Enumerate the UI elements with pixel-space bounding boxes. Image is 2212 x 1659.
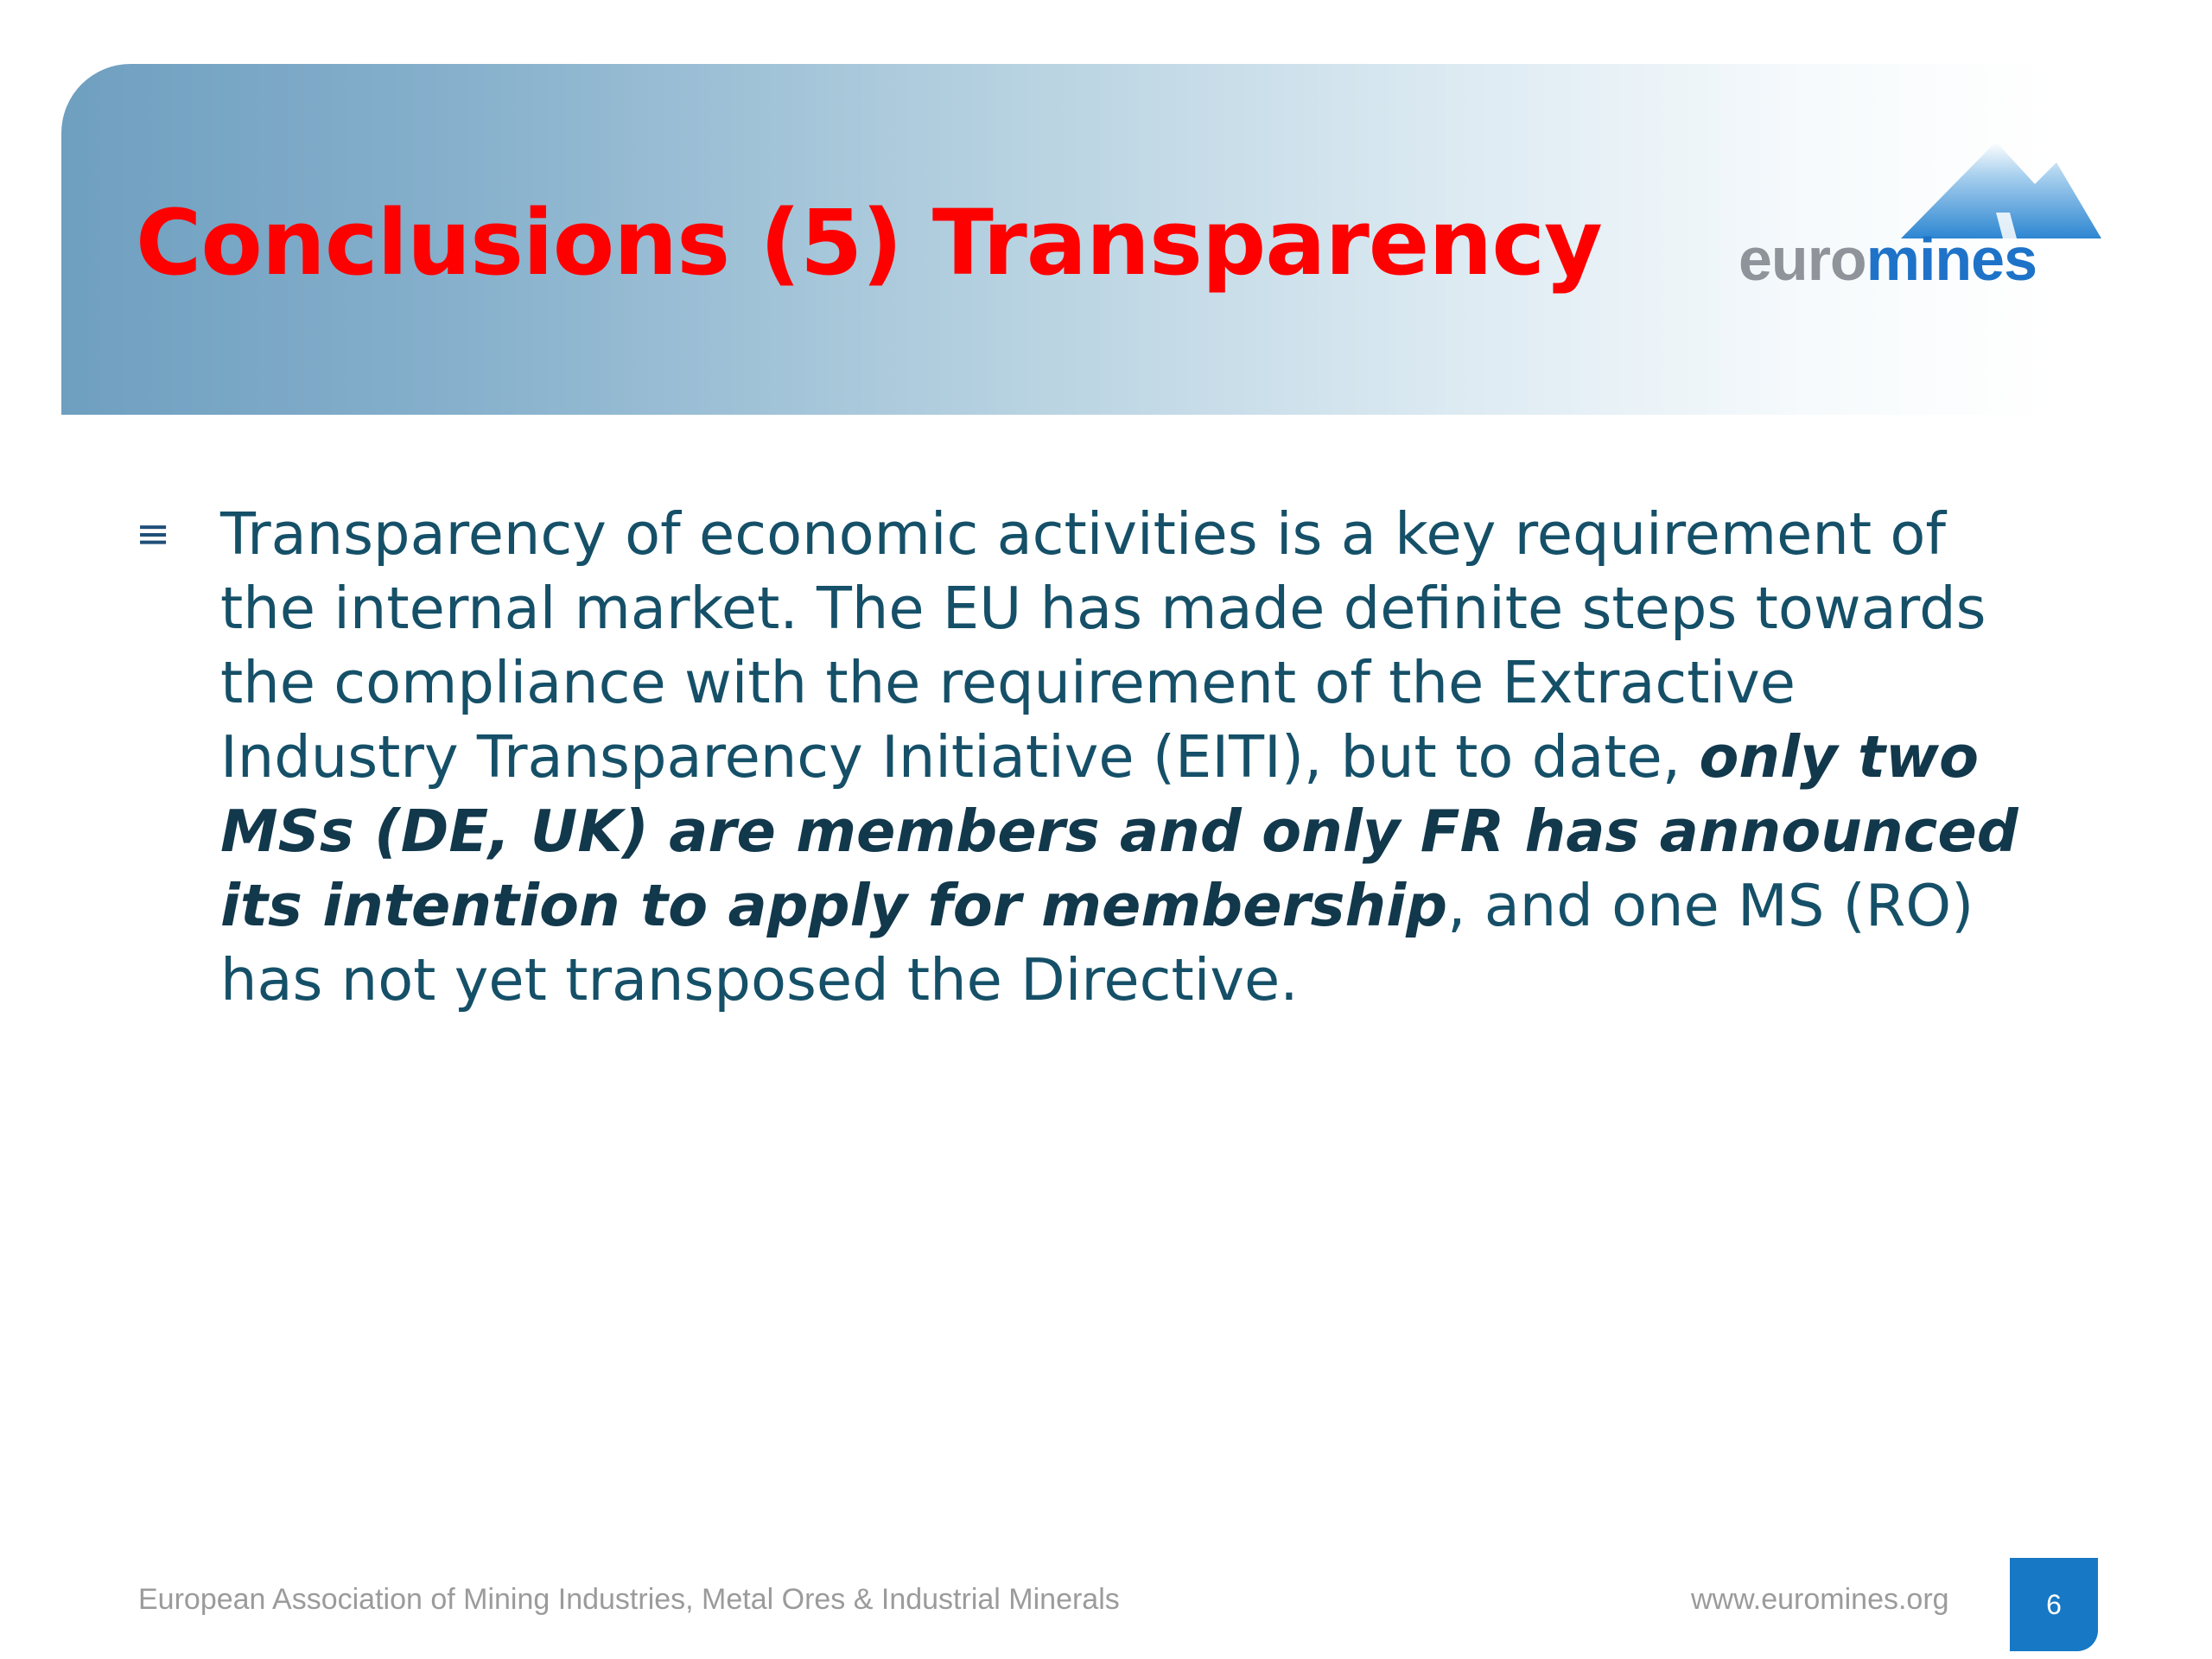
footer-website: www.euromines.org	[1691, 1583, 1949, 1616]
euromines-logo	[1728, 137, 2108, 301]
list-bullet-icon: ≡	[136, 510, 171, 558]
bullet-text	[220, 497, 2044, 1017]
logo-text-euro: euro	[1738, 226, 1866, 293]
slide-content	[136, 497, 2054, 1017]
bullet-text-before: Transparency of economic activities is a key requirement of the internal market. The EU has made definite steps towards the compliance with the requirement of the Extractive Industry Transparency Initiative (EITI), but to date,	[220, 500, 1986, 791]
logo-text-mines: mines	[1866, 226, 2037, 293]
page-number-badge	[2010, 1558, 2098, 1651]
bullet-emphasis: only two MSs (DE, UK) are members and only FR has announced its intention to apply for membership	[220, 723, 2018, 939]
slide-title: Conclusions (5) Transparency	[136, 190, 1602, 296]
page-number: 6	[2046, 1588, 2062, 1620]
bullet-text-after: , and one MS (RO) has not yet transposed the Directive.	[220, 872, 1974, 1014]
footer-organization: European Association of Mining Industries, Metal Ores & Industrial Minerals	[138, 1583, 1120, 1616]
bullet-item	[136, 497, 2054, 1017]
logo-wordmark	[1738, 225, 2037, 294]
